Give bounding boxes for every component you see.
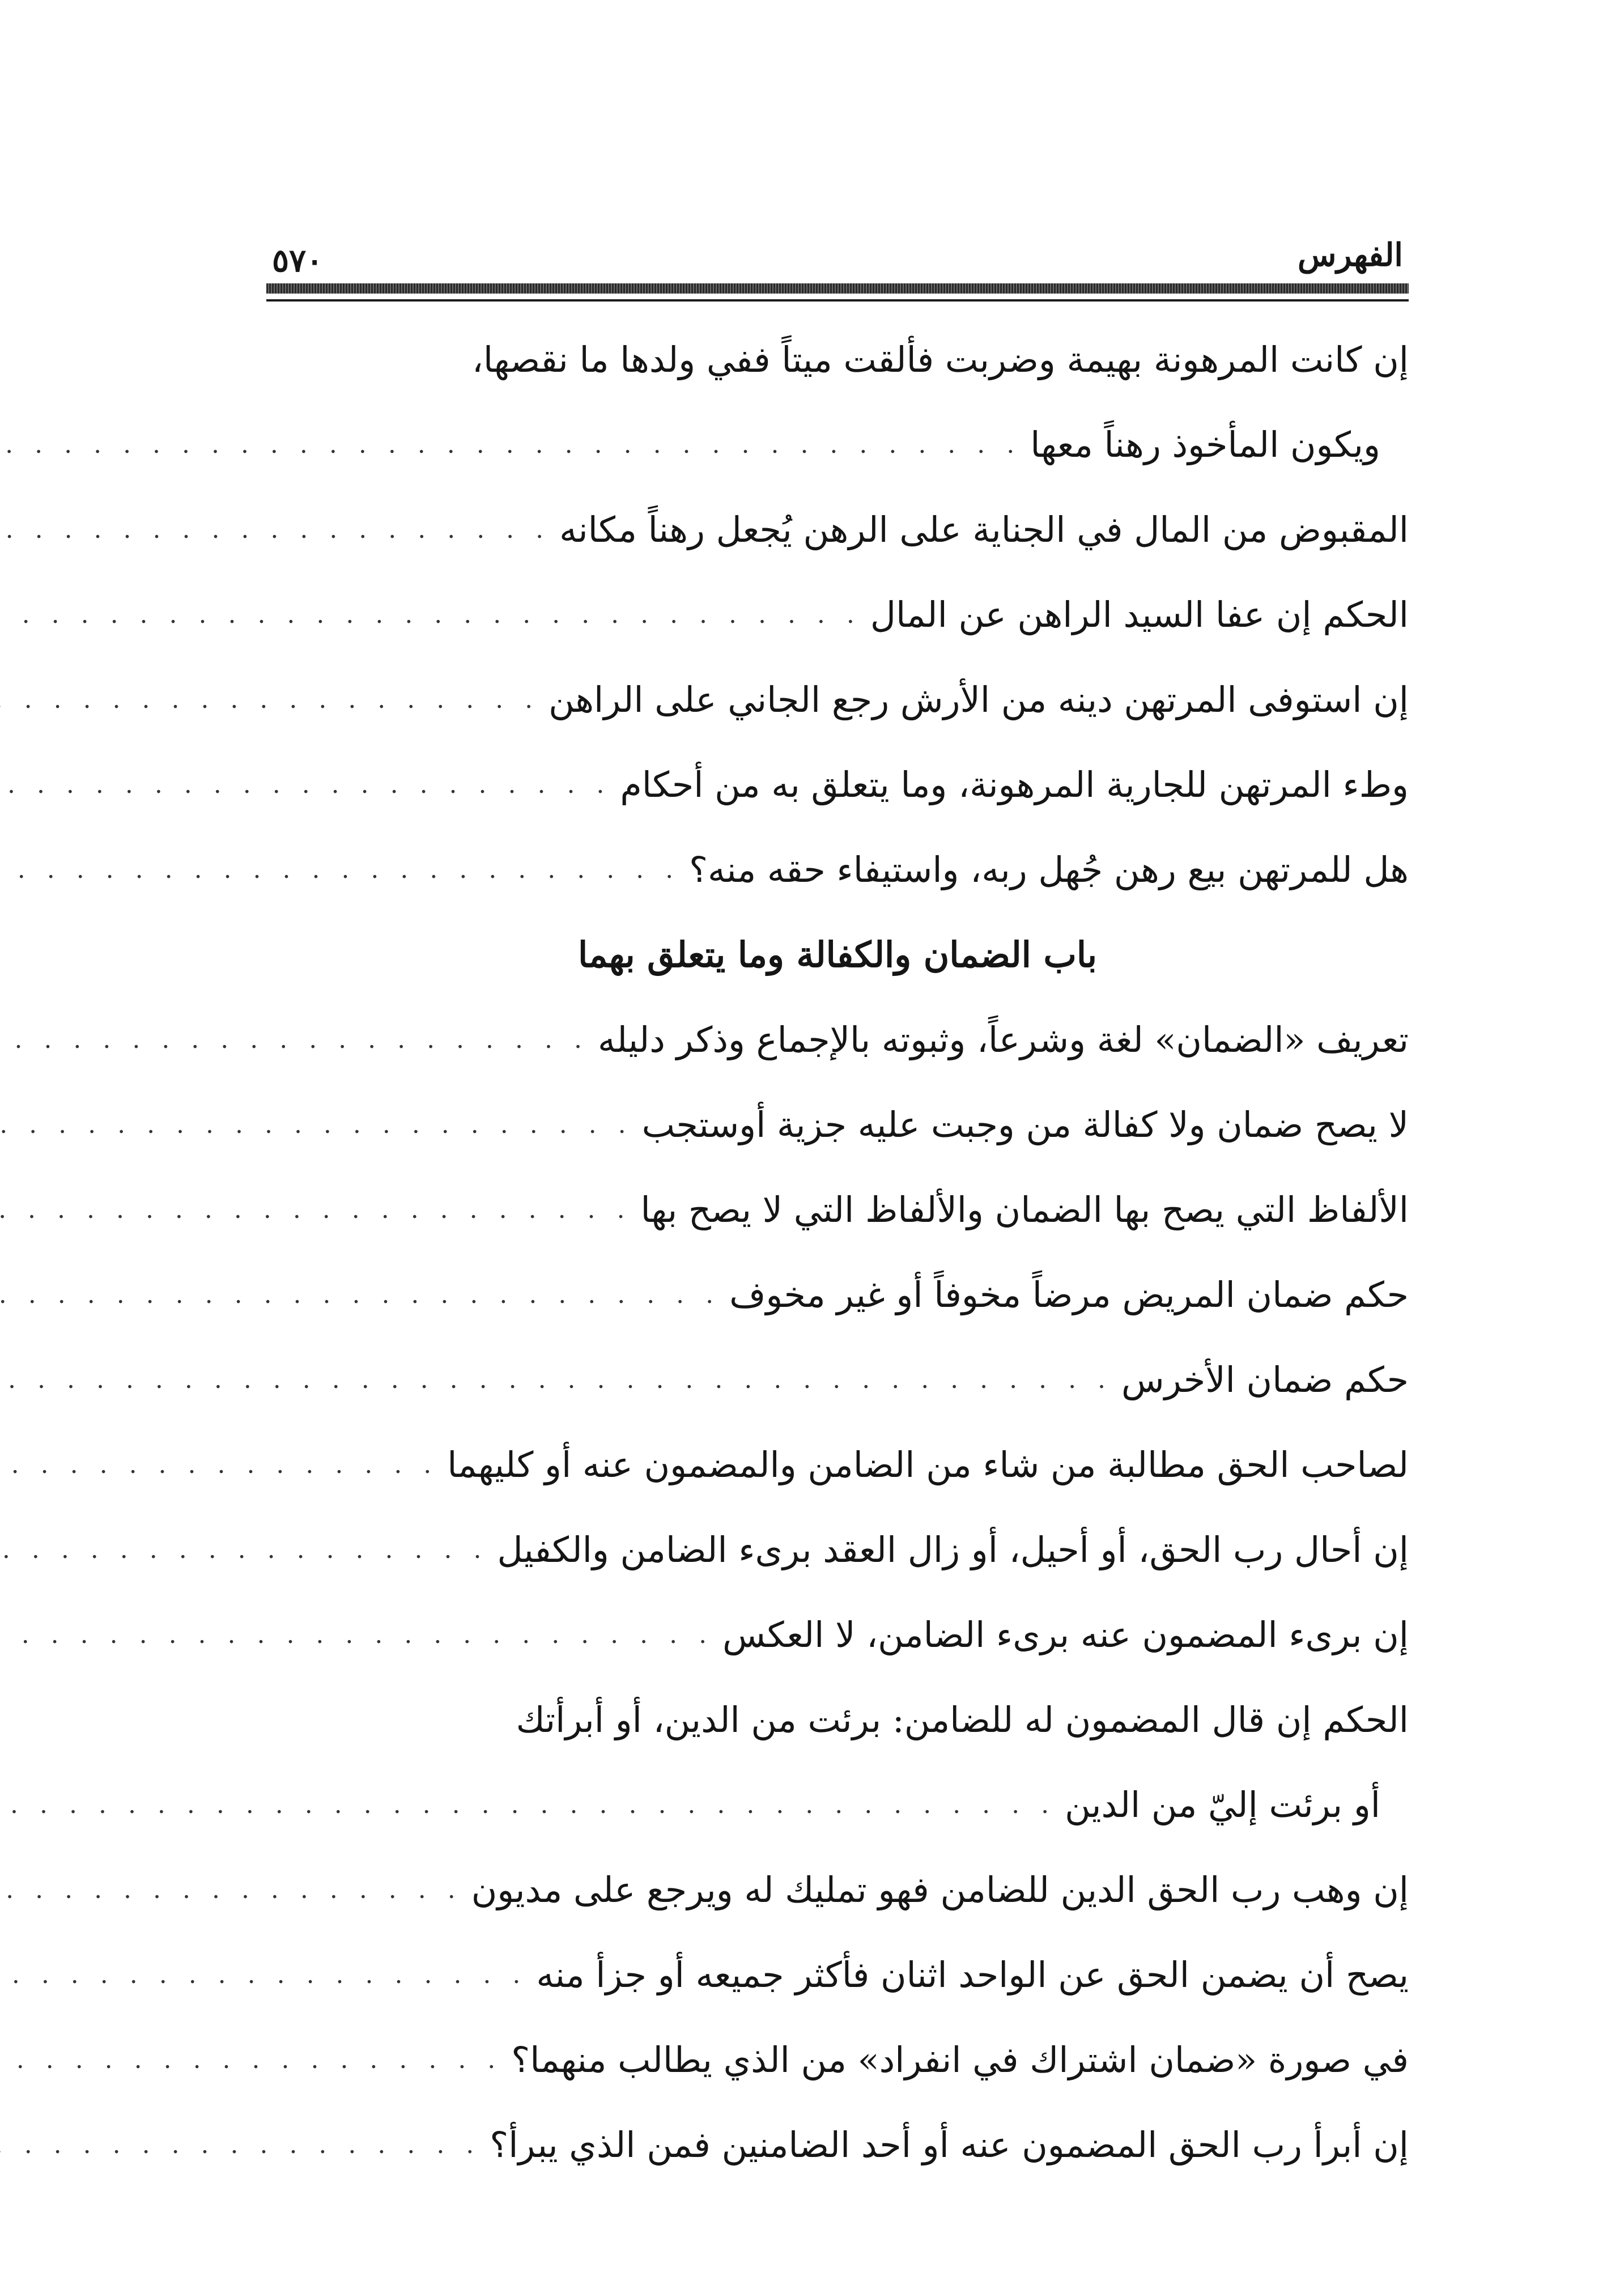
dot-leader xyxy=(0,1422,447,1508)
entry-text: إن أبرأ رب الحق المضمون عنه أو أحد الضامنين فمن الذي يبرأ؟ xyxy=(490,2124,1409,2165)
dot-leader xyxy=(0,1933,536,2018)
dot-leader xyxy=(0,1848,471,1933)
entry-text: إن برىء المضمون عنه برىء الضامن، لا العكس xyxy=(722,1614,1409,1655)
entry-text: إن وهب رب الحق الدين للضامن فهو تمليك له ويرجع على مديون xyxy=(471,1869,1409,1910)
dot-leader xyxy=(0,1337,1121,1422)
dot-leader xyxy=(0,1508,497,1593)
entry-text: إن أحال رب الحق، أو أحيل، أو زال العقد برىء الضامن والكفيل xyxy=(497,1529,1409,1570)
index-entry xyxy=(266,2103,1409,2188)
header-rule-thick xyxy=(266,283,1409,294)
dot-leader xyxy=(0,1252,729,1337)
header-rule-thin xyxy=(266,299,1409,302)
index-entry xyxy=(266,1167,1409,1252)
page-number: ٥٧٠ xyxy=(272,242,324,279)
dot-leader xyxy=(0,997,598,1082)
entry-text: في صورة «ضمان اشتراك في انفراد» من الذي يطالب منهما؟ xyxy=(511,2039,1409,2080)
dot-leader xyxy=(0,487,559,572)
running-header xyxy=(266,236,1409,279)
entry-text: الحكم إن قال المضمون له للضامن: برئت من الدين، أو أبرأتك xyxy=(516,1699,1409,1740)
entry-text: تعريف «الضمان» لغة وشرعاً، وثبوته بالإجماع وذكر دليله xyxy=(597,1019,1409,1060)
entry-text: أو برئت إليّ من الدين xyxy=(1065,1784,1380,1825)
index-entry xyxy=(266,1337,1409,1422)
running-title: الفهرس xyxy=(1297,236,1403,274)
dot-leader xyxy=(0,1167,641,1252)
entry-text: وطء المرتهن للجارية المرهونة، وما يتعلق به من أحكام xyxy=(620,764,1409,805)
entry-text: حكم ضمان المريض مرضاً مخوفاً أو غير مخوف xyxy=(729,1274,1409,1315)
index-list xyxy=(266,317,1409,2165)
entry-text: ويكون المأخوذ رهناً معها xyxy=(1030,424,1380,465)
entry-text: الألفاظ التي يصح بها الضمان والألفاظ التي لا يصح بها xyxy=(640,1189,1409,1230)
index-entry xyxy=(266,827,1409,912)
entry-text: إن كانت المرهونة بهيمة وضربت فألقت ميتاً ففي ولدها ما نقصها، xyxy=(471,339,1409,380)
index-entry xyxy=(266,1422,1409,1508)
entry-text: لصاحب الحق مطالبة من شاء من الضامن والمضمون عنه أو كليهما xyxy=(447,1444,1409,1485)
index-entry xyxy=(266,572,1409,657)
entry-text: يصح أن يضمن الحق عن الواحد اثنان فأكثر جميعه أو جزأ منه xyxy=(536,1954,1409,1995)
dot-leader xyxy=(0,827,689,912)
index-entry xyxy=(266,1933,1409,2018)
index-entry xyxy=(266,1508,1409,1593)
section-heading xyxy=(266,912,1409,997)
entry-text: هل للمرتهن بيع رهن جُهل ربه، واستيفاء حقه منه؟ xyxy=(689,849,1409,890)
entry-text: لا يصح ضمان ولا كفالة من وجبت عليه جزية أوستجب xyxy=(641,1104,1409,1145)
index-entry xyxy=(266,657,1409,742)
index-entry xyxy=(266,1678,1409,1763)
entry-text: حكم ضمان الأخرس xyxy=(1121,1359,1409,1400)
dot-leader xyxy=(0,572,870,657)
index-entry xyxy=(266,997,1409,1082)
dot-leader xyxy=(0,1763,1065,1848)
index-entry xyxy=(266,1252,1409,1337)
entry-text: المقبوض من المال في الجناية على الرهن يُجعل رهناً مكانه xyxy=(559,509,1409,550)
index-entry xyxy=(266,1082,1409,1167)
index-entry xyxy=(266,742,1409,827)
index-entry xyxy=(266,487,1409,572)
index-entry xyxy=(266,317,1409,402)
index-entry xyxy=(266,1763,1409,1848)
entry-text: إن استوفى المرتهن دينه من الأرش رجع الجاني على الراهن xyxy=(549,679,1409,720)
index-entry xyxy=(266,402,1409,487)
section-heading-text: باب الضمان والكفالة وما يتعلق بهما xyxy=(578,934,1097,975)
dot-leader xyxy=(0,2103,490,2188)
index-entry xyxy=(266,1848,1409,1933)
index-entry xyxy=(266,2018,1409,2103)
dot-leader xyxy=(0,1593,722,1678)
entry-text: الحكم إن عفا السيد الراهن عن المال xyxy=(870,594,1409,635)
dot-leader xyxy=(0,657,549,742)
dot-leader xyxy=(0,2018,511,2103)
dot-leader xyxy=(0,1082,642,1167)
dot-leader xyxy=(0,742,620,827)
index-entry xyxy=(266,1593,1409,1678)
dot-leader xyxy=(0,402,1030,487)
